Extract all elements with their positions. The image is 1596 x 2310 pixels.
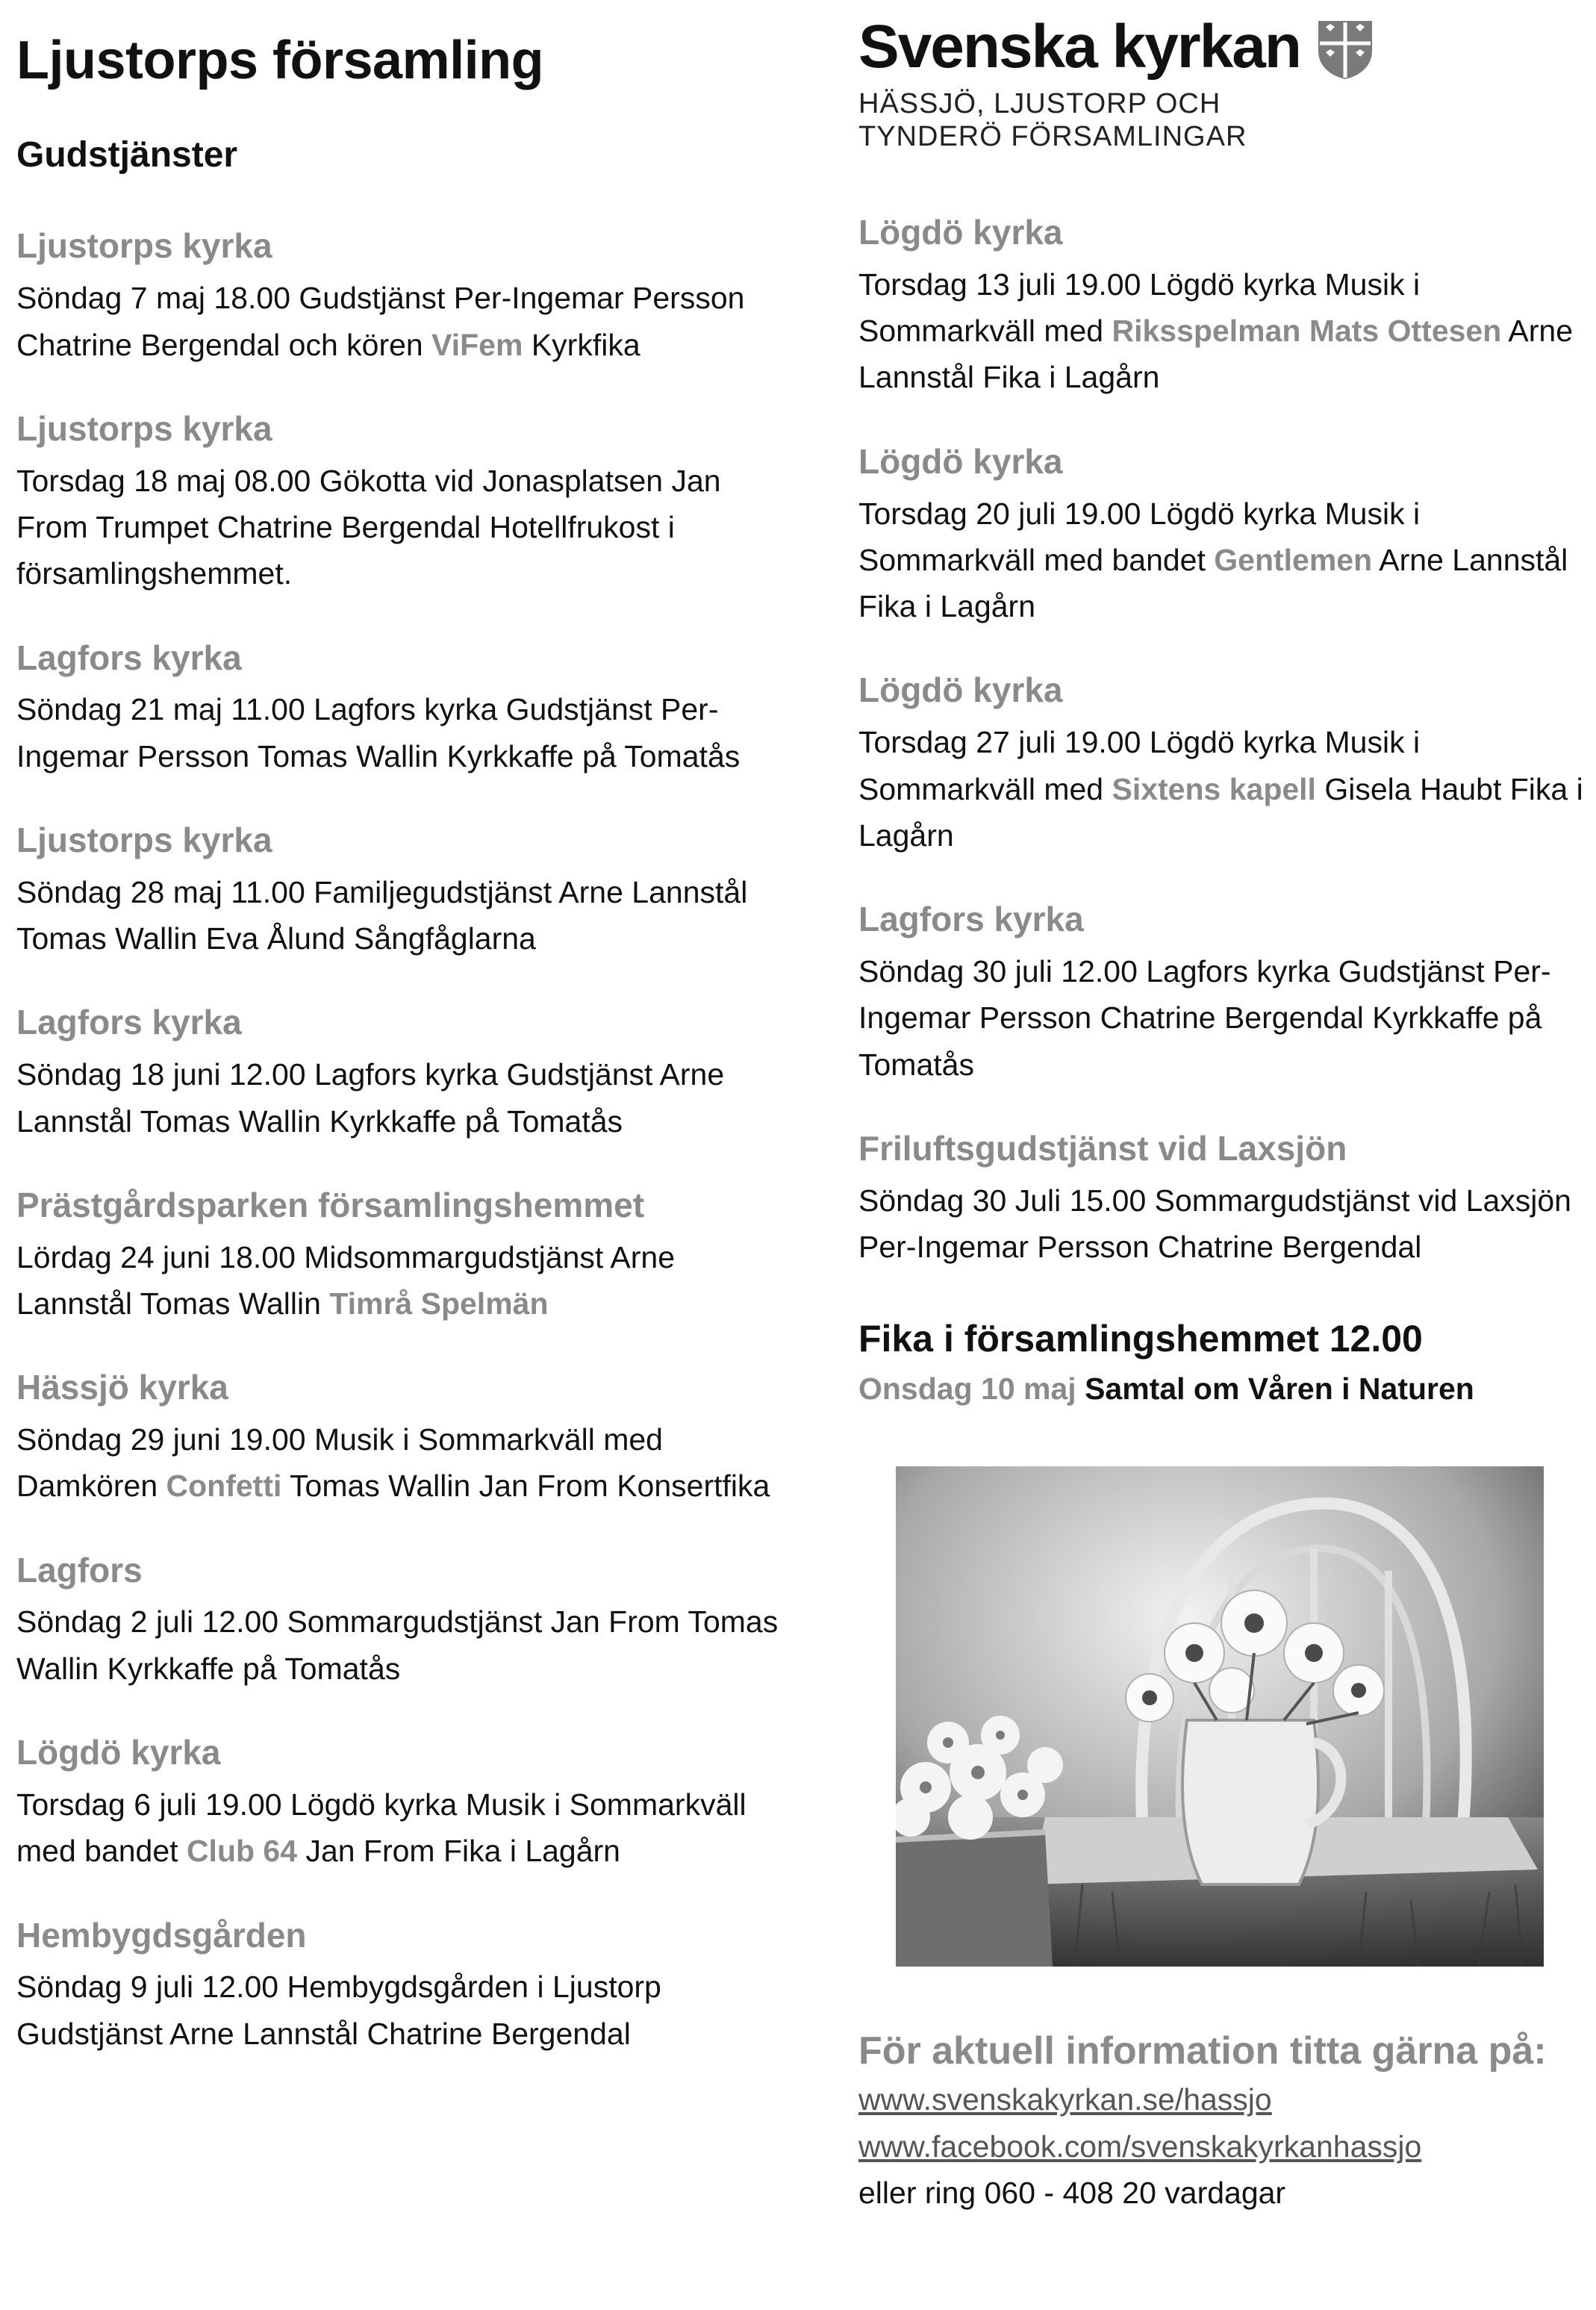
event-title: Lögdö kyrka bbox=[858, 670, 1063, 710]
event-title: Lagfors kyrka bbox=[16, 638, 242, 677]
event-item bbox=[858, 668, 1590, 859]
event-title: Ljustorps kyrka bbox=[16, 226, 272, 266]
event-item bbox=[16, 224, 793, 367]
event-text bbox=[858, 1177, 1590, 1271]
event-text-part: Söndag 21 maj 11.00 Lagfors kyrka Gudstjänst Per-Ingemar Persson Tomas Wallin Kyrkkaffe på Tomatås bbox=[16, 692, 741, 773]
event-highlight: ViFem bbox=[431, 327, 523, 362]
event-highlight: Riksspelman Mats Ottesen bbox=[1112, 314, 1502, 349]
event-highlight: Club 64 bbox=[186, 1834, 298, 1869]
event-title: Friluftsgudstjänst vid Laxsjön bbox=[858, 1128, 1347, 1168]
event-title: Ljustorps kyrka bbox=[16, 408, 272, 448]
event-text-part: Gisela Haubt Fika i Lagårn bbox=[858, 771, 1583, 853]
event-title: Prästgårdsparken församlingshemmet bbox=[16, 1185, 645, 1224]
page-title: Ljustorps församling bbox=[16, 31, 544, 90]
info-title: För aktuell information titta gärna på: bbox=[858, 2029, 1547, 2073]
event-item bbox=[858, 897, 1590, 1088]
event-text-part: Söndag 7 maj 18.00 Gudstjänst Per-Ingemar Persson Chatrine Bergendal och kören bbox=[16, 281, 745, 362]
event-highlight: Confetti bbox=[166, 1469, 282, 1504]
event-item bbox=[16, 1183, 793, 1327]
event-title: Lagfors kyrka bbox=[858, 900, 1084, 939]
event-text bbox=[16, 1051, 793, 1145]
event-text bbox=[858, 948, 1590, 1088]
event-text bbox=[16, 869, 793, 962]
event-item bbox=[16, 1731, 793, 1874]
event-text-part: Kyrkfika bbox=[523, 327, 640, 362]
event-text-part: Arne Lannstål Fika i Lagårn bbox=[858, 314, 1574, 395]
event-title: Lögdö kyrka bbox=[858, 213, 1063, 252]
event-text-part: Söndag 9 juli 12.00 Hembygdsgården i Ljustorp Gudstjänst Arne Lannstål Chatrine Bergendal bbox=[16, 1970, 661, 2051]
event-text bbox=[858, 261, 1590, 401]
event-title: Lagfors bbox=[16, 1550, 143, 1590]
event-text-part: Torsdag 20 juli 19.00 Lögdö kyrka Musik i Sommarkväll med bandet bbox=[858, 496, 1421, 577]
event-item bbox=[16, 1000, 793, 1144]
event-text-part: Söndag 30 Juli 15.00 Sommargudstjänst vid Laxsjön Per-Ingemar Persson Chatrine Bergendal bbox=[858, 1183, 1571, 1265]
event-item bbox=[16, 407, 793, 597]
event-text bbox=[858, 491, 1590, 630]
section-title: Gudstjänster bbox=[16, 134, 238, 175]
fika-date: Onsdag 10 maj bbox=[858, 1372, 1076, 1407]
event-text-part: Tomas Wallin Jan From Konsertfika bbox=[281, 1469, 770, 1504]
event-text bbox=[16, 686, 793, 779]
event-text-part: Lördag 24 juni 18.00 Midsommargudstjänst Arne Lannstål Tomas Wallin bbox=[16, 1239, 676, 1321]
event-highlight: Sixtens kapell bbox=[1112, 771, 1316, 806]
event-title: Lögdö kyrka bbox=[16, 1733, 221, 1772]
event-item bbox=[16, 1548, 793, 1692]
event-item bbox=[16, 1914, 793, 2057]
event-text-part: Arne Lannstål Fika i Lagårn bbox=[858, 542, 1568, 624]
event-item bbox=[858, 1127, 1590, 1270]
svenska-kyrkan-logo bbox=[858, 13, 1590, 166]
event-text bbox=[16, 275, 793, 368]
event-text-part: Söndag 18 juni 12.00 Lagfors kyrka Gudstjänst Arne Lannstål Tomas Wallin Kyrkkaffe på Tomatås bbox=[16, 1057, 725, 1139]
event-title: Hässjö kyrka bbox=[16, 1368, 228, 1407]
logo-subtitle-line2: TYNDERÖ FÖRSAMLINGAR bbox=[858, 120, 1247, 152]
event-text-part: Söndag 28 maj 11.00 Familjegudstjänst Arne Lannstål Tomas Wallin Eva Ålund Sångfåglarna bbox=[16, 874, 748, 956]
event-text bbox=[16, 1598, 793, 1692]
event-text bbox=[16, 1781, 793, 1875]
event-title: Lögdö kyrka bbox=[858, 441, 1063, 481]
event-item bbox=[16, 1366, 793, 1509]
right-column bbox=[858, 13, 1590, 2216]
event-text bbox=[16, 1964, 793, 2057]
event-text-part: Torsdag 6 juli 19.00 Lögdö kyrka Musik i Sommarkväll med bandet bbox=[16, 1787, 746, 1869]
logo-wordmark: Svenska kyrkan bbox=[858, 13, 1301, 81]
logo-subtitle bbox=[858, 88, 1590, 153]
facebook-link[interactable]: www.facebook.com/svenskakyrkanhassjo bbox=[858, 2129, 1422, 2164]
shield-icon bbox=[1315, 18, 1375, 81]
event-text-part: Söndag 29 juni 19.00 Musik i Sommarkväll med Damkören bbox=[16, 1422, 663, 1504]
event-highlight: Gentlemen bbox=[1214, 542, 1373, 577]
event-item bbox=[16, 636, 793, 779]
fika-line bbox=[858, 1366, 1590, 1413]
fika-title: Fika i församlingshemmet 12.00 bbox=[858, 1318, 1423, 1360]
event-text-part: Torsdag 13 juli 19.00 Lögdö kyrka Musik i Sommarkväll med bbox=[858, 267, 1421, 349]
event-text bbox=[16, 1234, 793, 1327]
logo-subtitle-line1: HÄSSJÖ, LJUSTORP OCH bbox=[858, 88, 1221, 119]
fika-topic: Samtal om Våren i Naturen bbox=[1076, 1372, 1474, 1407]
event-text-part: Torsdag 18 maj 08.00 Gökotta vid Jonasplatsen Jan From Trumpet Chatrine Bergendal Hotellfrukost i församlingshemmet. bbox=[16, 463, 721, 591]
flower-chair-photo bbox=[896, 1466, 1544, 1967]
event-item bbox=[16, 818, 793, 962]
event-text bbox=[16, 1416, 793, 1510]
event-title: Hembygdsgården bbox=[16, 1915, 307, 1955]
event-text-part: Torsdag 27 juli 19.00 Lögdö kyrka Musik i Sommarkväll med bbox=[858, 725, 1421, 806]
website-link[interactable]: www.svenskakyrkan.se/hassjo bbox=[858, 2082, 1272, 2117]
event-text bbox=[16, 458, 793, 597]
event-item bbox=[858, 211, 1590, 401]
event-title: Lagfors kyrka bbox=[16, 1003, 242, 1042]
event-text-part: Jan From Fika i Lagårn bbox=[297, 1834, 620, 1869]
event-item bbox=[858, 440, 1590, 630]
event-text bbox=[858, 719, 1590, 859]
phone-info: eller ring 060 - 408 20 vardagar bbox=[858, 2176, 1286, 2211]
event-text-part: Söndag 2 juli 12.00 Sommargudstjänst Jan From Tomas Wallin Kyrkkaffe på Tomatås bbox=[16, 1604, 779, 1686]
event-title: Ljustorps kyrka bbox=[16, 820, 272, 859]
event-highlight: Timrå Spelmän bbox=[329, 1286, 549, 1321]
event-text-part: Söndag 30 juli 12.00 Lagfors kyrka Gudstjänst Per-Ingemar Persson Chatrine Bergendal Kyrkkaffe på Tomatås bbox=[858, 954, 1551, 1082]
left-column bbox=[16, 22, 793, 2057]
